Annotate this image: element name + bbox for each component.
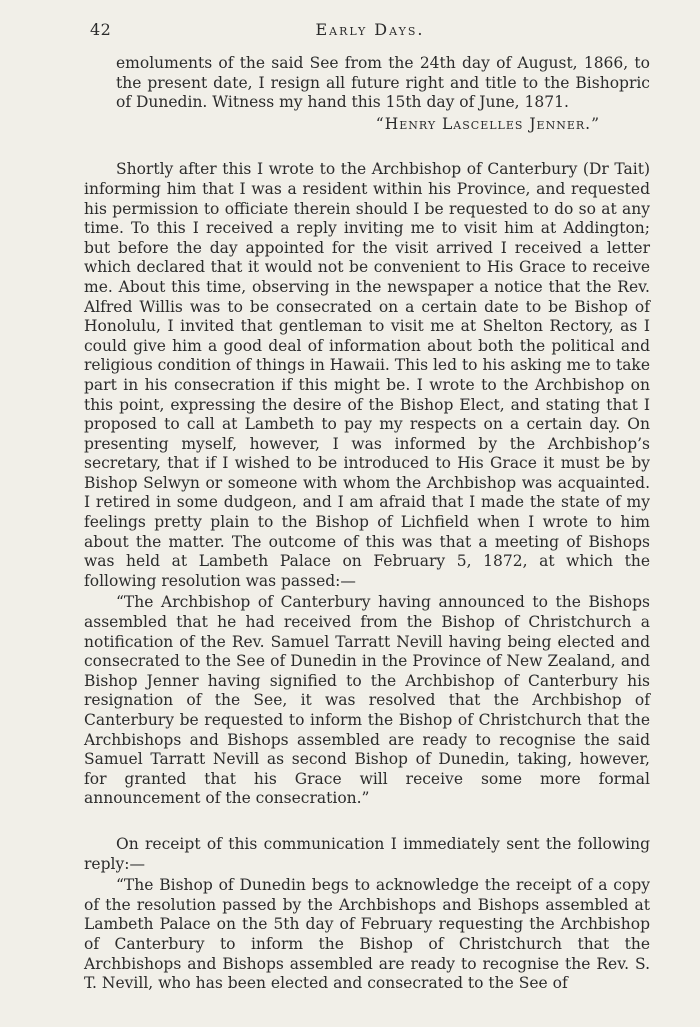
- page-header: [90, 20, 650, 46]
- paragraph: Shortly after this I wrote to the Archbishop of Canterbury (Dr Tait) informing him that I was a resident within his Province, and requested his permission to officiate therein should I be requested to do so at any time. To this I received a reply inviting me to visit him at Addington; but before the day appointed for the visit arrived I received a letter which declared that it would not be convenient to His Grace to receive me. About this time, observing in the newspaper a notice that the Rev. Alfred Willis was to be consecrated on a certain date to be Bishop of Honolulu, I invited that gentleman to visit me at Shelton Rectory, as I could give him a good deal of information about both the political and religious condition of things in Hawaii. This led to his asking me to take part in his consecration if this might be. I wrote to the Archbishop on this point, expressing the desire of the Bishop Elect, and stating that I proposed to call at Lambeth to pay my respects on a certain day. On presenting myself, however, I was informed by the Archbishop’s secretary, that if I wished to be introduced to His Grace it must be by Bishop Selwyn or someone with whom the Archbishop was acquainted. I retired in some dudgeon, and I am afraid that I made the state of my feelings pretty plain to the Bishop of Lichfield when I wrote to him about the matter. The outcome of this was that a meeting of Bishops was held at Lambeth Palace on February 5, 1872, at which the following resolution was passed:—: [84, 160, 650, 590]
- paragraph: On receipt of this communication I immediately sent the following reply:—: [84, 834, 650, 873]
- page-number: 42: [90, 20, 112, 39]
- page-body: [84, 54, 650, 994]
- signature-line: “Henry Lascelles Jenner.”: [375, 114, 600, 133]
- running-title: Early Days.: [315, 20, 425, 39]
- reply-quote: “The Bishop of Dunedin begs to acknowledge the receipt of a copy of the resolution passed by the Archbishops and Bishops assembled at Lambeth Palace on the 5th day of February requesting the Archbishop of Canterbury to inform the Bishop of Christchurch that the Archbishops and Bishops assembled are ready to recognise the Rev. S. T. Nevill, who has been elected and consecrated to the See of: [84, 876, 650, 993]
- resolution-quote: “The Archbishop of Canterbury having announced to the Bishops assembled that he had received from the Bishop of Christchurch a notification of the Rev. Samuel Tarratt Nevill having being elected and consecrated to the See of Dunedin in the Province of New Zealand, and Bishop Jenner having signified to the Archbishop of Canterbury his resignation of the See, it was resolved that the Archbishop of Canterbury be requested to inform the Bishop of Christchurch that the Archbishops and Bishops assembled are ready to recognise the said Samuel Tarratt Nevill as second Bishop of Dunedin, taking, however, for granted that his Grace will receive some more formal announcement of the consecration.”: [84, 593, 650, 808]
- quoted-resignation-continuation: emoluments of the said See from the 24th day of August, 1866, to the present date, I resign all future right and title to the Bishopric of Dunedin. Witness my hand this 15th day of June, 1871.: [116, 54, 650, 112]
